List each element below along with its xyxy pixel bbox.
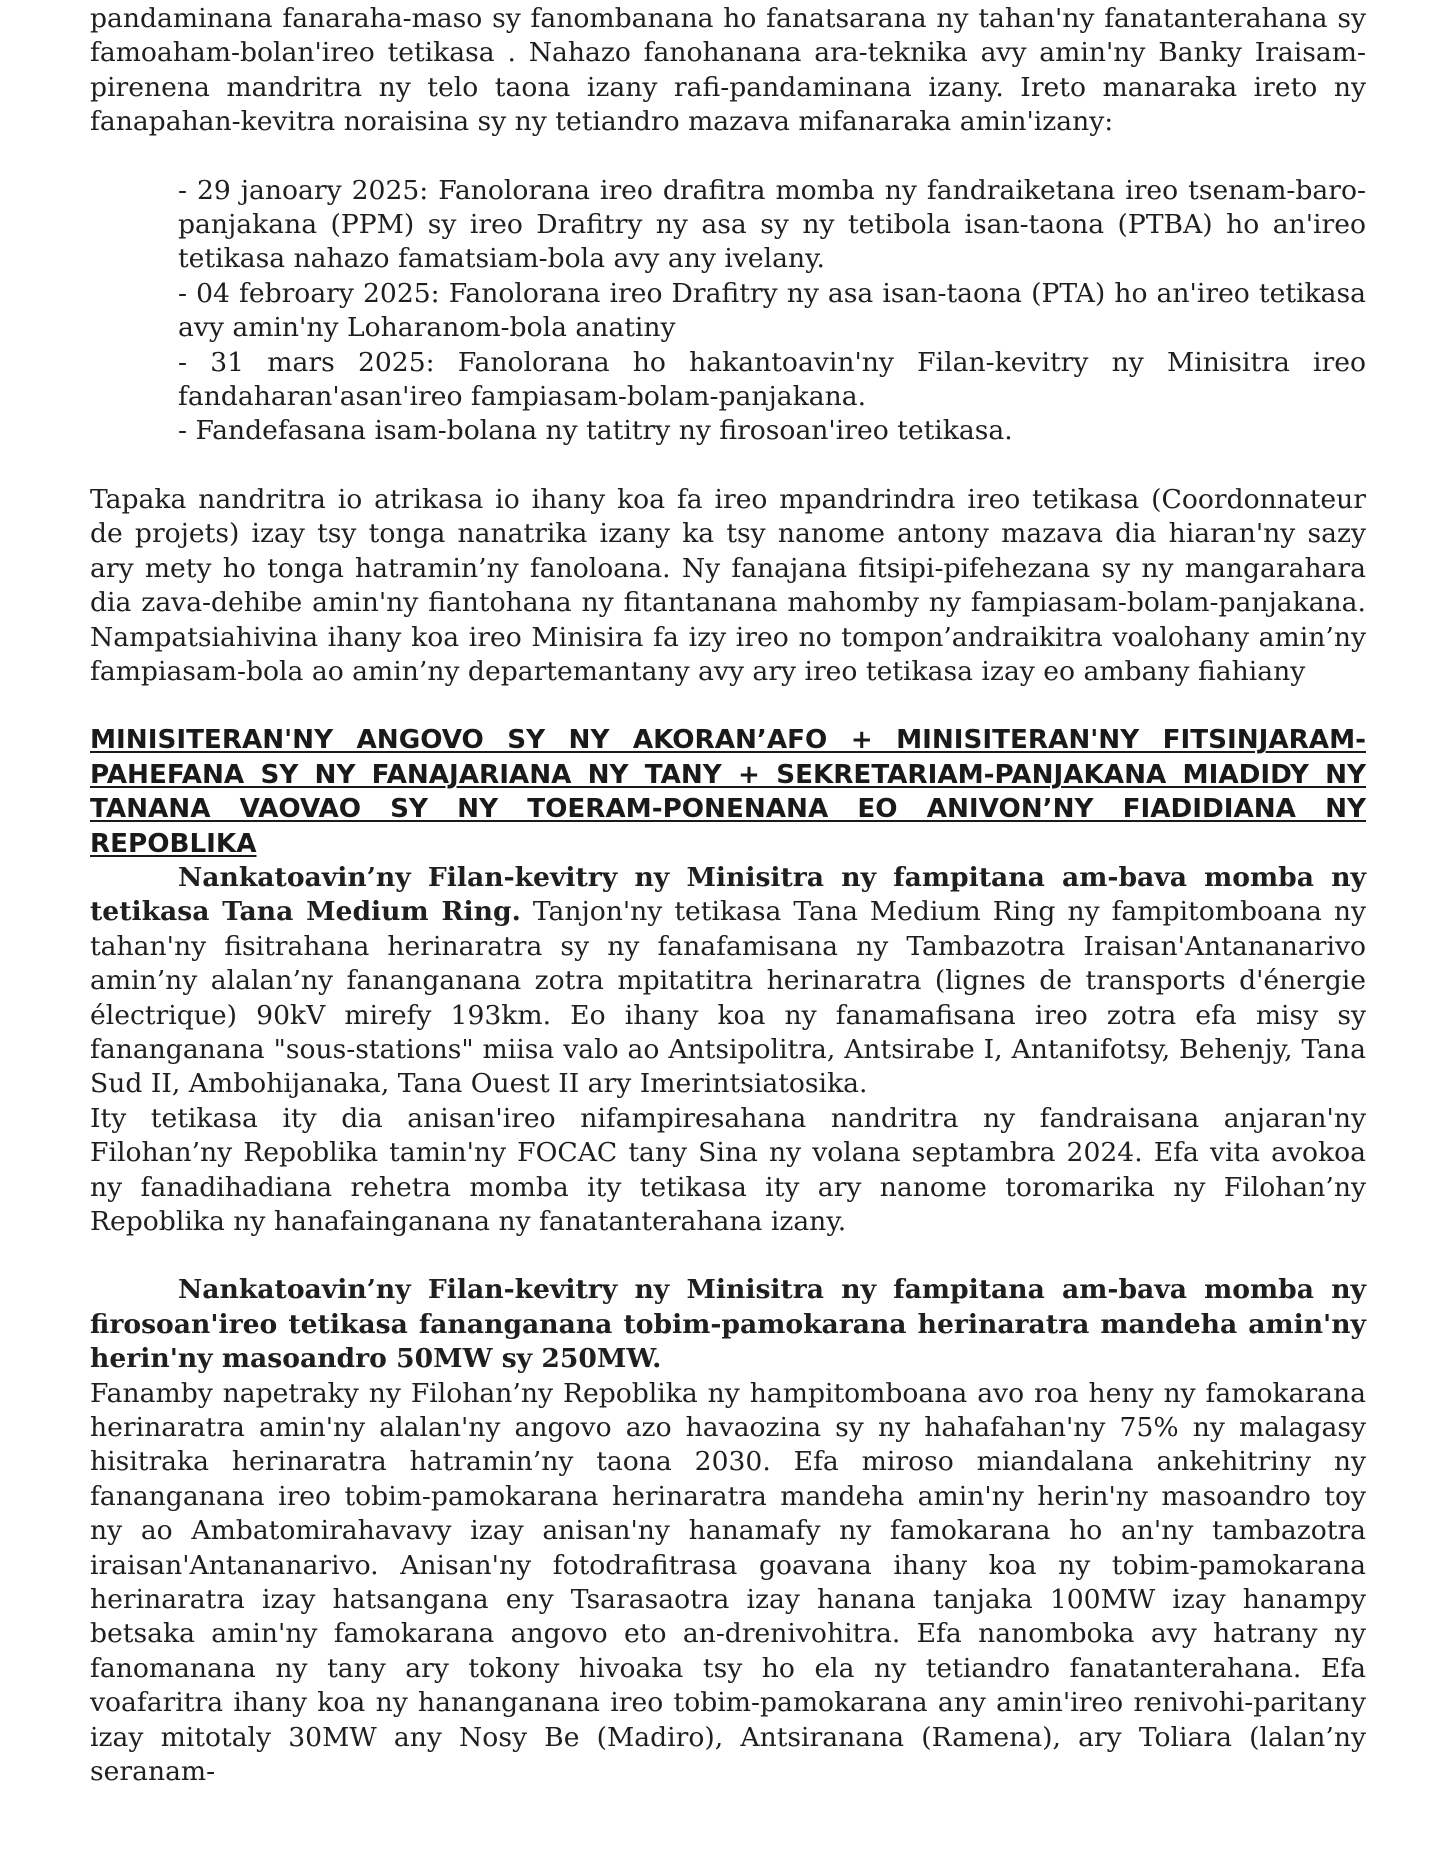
list-item: - 31 mars 2025: Fanolorana ho hakantoavin'ny Filan-kevitry ny Minisitra ireo fandaharan'asan'ireo fampiasam-bolam-panjakana. [178,346,1366,413]
intro-paragraph: pandaminana fanaraha-maso sy fanombanana ho fanatsarana ny tahan'ny fanatanterahana sy famoaham-bolan'ireo tetikasa . Nahazo fanohanana ara-teknika avy amin'ny Banky Iraisam-pirenena mandritra ny telo taona izany rafi-pandaminana izany. Ireto manaraka ireto ny fanapahan-kevitra noraisina sy ny tetiandro mazava mifanaraka amin'izany: [90,3,1366,138]
spacer [90,449,1366,483]
tana-ring-paragraph [90,861,1366,1102]
tana-ring-text: Tanjon'ny tetikasa Tana Medium Ring ny fampitomboana ny tahan'ny fisitrahana herinaratra sy ny fanafamisana ny Tambazotra Iraisan'Antananarivo amin’ny alalan’ny fananganana zotra mpitatitra herinaratra (lignes de transports d'énergie électrique) 90kV mirefy 193km. Eo ihany koa ny fanamafisana ireo zotra efa misy sy fananganana "sous-stations" miisa valo ao Antsipolitra, Antsirabe I, Antanifotsy, Behenjy, Tana Sud II, Ambohijanaka, Tana Ouest II ary Imerintsiatosika. [90,896,1366,1100]
tana-ring-bold-lead: Nankatoavin’ny Filan-kevitry ny Minisitra ny fampitana am-bava momba ny tetikasa Tana Medium Ring. [90,861,1366,928]
solar-paragraph: Fanamby napetraky ny Filohan’ny Repoblika ny hampitomboana avo roa heny ny famokarana herinaratra amin'ny alalan'ny angovo azo havaozina sy ny hahafahan'ny 75% ny malagasy hisitraka herinaratra hatramin’ny taona 2030. Efa miroso miandalana ankehitriny ny fananganana ireo tobim-pamokarana herinaratra mandeha amin'ny herin'ny masoandro toy ny ao Ambatomirahavavy izay anisan'ny hanamafy ny famokarana ho an'ny tambazotra iraisan'Antananarivo. Anisan'ny fotodrafitrasa goavana ihany koa ny tobim-pamokarana herinaratra izay hatsangana eny Tsarasaotra izay hanana tanjaka 100MW izay hanampy betsaka amin'ny famokarana angovo eto an-drenivohitra. Efa nanomboka avy hatrany ny fanomanana ny tany ary tokony hivoaka tsy ho ela ny tetiandro fanatanterahana. Efa voafaritra ihany koa ny hananganana ireo tobim-pamokarana any amin'ireo renivohi-paritany izay mitotaly 30MW any Nosy Be (Madiro), Antsiranana (Ramena), ary Toliara (lalan’ny seranam- [90,1377,1366,1788]
spacer [90,1239,1366,1273]
list-item: - 04 febroary 2025: Fanolorana ireo Drafitry ny asa isan-taona (PTA) ho an'ireo tetikasa avy amin'ny Loharanom-bola anatiny [178,277,1366,344]
tana-ring-paragraph-2: Ity tetikasa ity dia anisan'ireo nifampiresahana nandritra ny fandraisana anjaran'ny Filohan’ny Repoblika tamin'ny FOCAC tany Sina ny volana septambra 2024. Efa vita avokoa ny fanadihadiana rehetra momba ity tetikasa ity ary nanome toromarika ny Filohan’ny Repoblika ny hanafainganana ny fanatanterahana izany. [90,1102,1366,1237]
section-heading: MINISITERAN'NY ANGOVO SY NY AKORAN’AFO + MINISITERAN'NY FITSINJARAM-PAHEFANA SY NY FANAJARIANA NY TANY + SEKRETARIAM-PANJAKANA MIADIDY NY TANANA VAOVAO SY NY TOERAM-PONENANA EO ANIVON’NY FIADIDIANA NY REPOBLIKA [90,725,1366,859]
spacer [90,140,1366,174]
list-item: - 29 janoary 2025: Fanolorana ireo drafitra momba ny fandraiketana ireo tsenam-baro-panjakana (PPM) sy ireo Drafitry ny asa sy ny tetibola isan-taona (PTBA) ho an'ireo tetikasa nahazo famatsiam-bola avy any ivelany. [178,174,1366,275]
list-item: - Fandefasana isam-bolana ny tatitry ny firosoan'ireo tetikasa. [178,415,1013,447]
coordinators-paragraph: Tapaka nandritra io atrikasa io ihany koa fa ireo mpandrindra ireo tetikasa (Coordonnateur de projets) izay tsy tonga nanatrika izany ka tsy nanome antony mazava dia hiaran'ny sazy ary mety ho tonga hatramin’ny fanoloana. Ny fanajana fitsipi-pifehezana sy ny mangarahara dia zava-dehibe amin'ny fiantohana ny fitantanana mahomby ny fampiasam-bolam-panjakana. Nampatsiahivina ihany koa ireo Minisira fa izy ireo no tompon’andraikitra voalohany amin’ny fampiasam-bola ao amin’ny departemantany avy ary ireo tetikasa izay eo ambany fiahiany [90,483,1366,687]
timeline-list [178,174,1366,449]
document-page [90,2,1366,1790]
solar-bold-lead: Nankatoavin’ny Filan-kevitry ny Minisitra ny fampitana am-bava momba ny firosoan'ireo tetikasa fananganana tobim-pamokarana herinaratra mandeha amin'ny herin'ny masoandro 50MW sy 250MW. [90,1274,1366,1375]
spacer [90,689,1366,723]
